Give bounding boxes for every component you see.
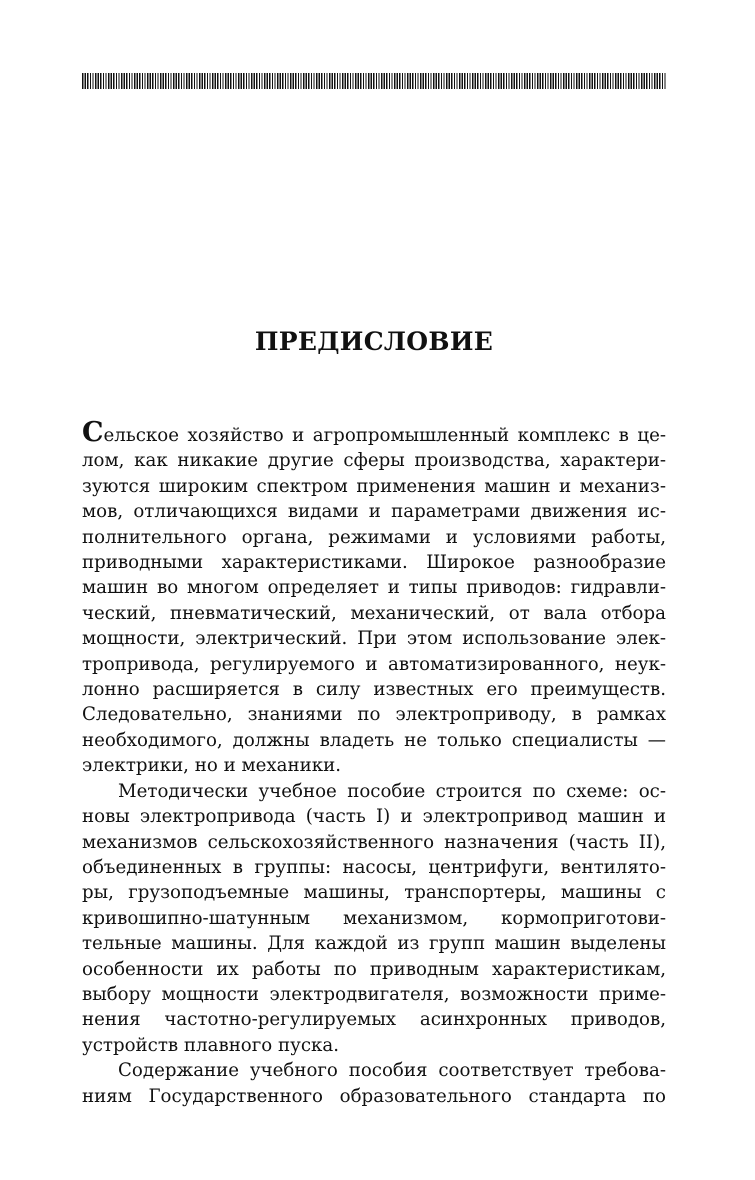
text-line: лом, как никакие другие сферы производства, характери- — [82, 450, 666, 472]
text-line — [82, 417, 666, 448]
text-line: нения частотно-регулируемых асинхронных приводов, — [82, 1009, 666, 1031]
text-line: ниям Государственного образовательного стандарта по — [82, 1085, 666, 1107]
header-decorative-rule — [82, 73, 666, 89]
text-line: лонно расширяется в силу известных его преимуществ. — [82, 679, 666, 701]
paragraph-1 — [82, 417, 666, 779]
text-line: машин во многом определяет и типы приводов: гидравли- — [82, 577, 666, 599]
text-line: кривошипно-шатунным механизмом, кормоприготови- — [82, 907, 666, 929]
text-line: Содержание учебного пособия соответствует требова- — [118, 1060, 666, 1082]
body-text — [82, 417, 666, 1109]
text-line: тропривода, регулируемого и автоматизированного, неук- — [82, 653, 666, 675]
text-line: полнительного органа, режимами и условиями работы, — [82, 526, 666, 548]
text-line-rest: ельское хозяйство и агропромышленный комплекс в це- — [103, 425, 666, 446]
drop-cap: С — [82, 417, 104, 448]
text-line: электрики, но и механики. — [82, 755, 342, 777]
text-line: ры, грузоподъемные машины, транспортеры, машины с — [82, 882, 666, 904]
text-line: зуются широким спектром применения машин и механиз- — [82, 475, 666, 497]
text-line: мов, отличающихся видами и параметрами движения ис- — [82, 501, 666, 523]
text-line: объединенных в группы: насосы, центрифуги, вентилято- — [82, 856, 666, 878]
text-line: мощности, электрический. При этом использование элек- — [82, 628, 666, 650]
text-line: особенности их работы по приводным характеристикам, — [82, 958, 666, 980]
text-line: устройств плавного пуска. — [82, 1034, 340, 1056]
text-line: приводными характеристиками. Широкое разнообразие — [82, 552, 666, 574]
text-line: тельные машины. Для каждой из групп машин выделены — [82, 933, 666, 955]
text-line: Следовательно, знаниями по электроприводу, в рамках — [82, 704, 666, 726]
text-line: механизмов сельскохозяйственного назначения (часть II), — [82, 831, 666, 853]
text-line: ческий, пневматический, механический, от вала отбора — [82, 602, 666, 624]
paragraph-3 — [82, 1058, 666, 1109]
paragraph-2 — [82, 779, 666, 1058]
text-line: необходимого, должны владеть не только специалисты — — [82, 729, 666, 751]
text-line: выбору мощности электродвигателя, возможности приме- — [82, 983, 666, 1005]
text-line: новы электропривода (часть I) и электропривод машин и — [82, 806, 666, 828]
page-title: ПРЕДИСЛОВИЕ — [254, 327, 494, 356]
text-line: Методически учебное пособие строится по схеме: ос- — [118, 780, 666, 802]
